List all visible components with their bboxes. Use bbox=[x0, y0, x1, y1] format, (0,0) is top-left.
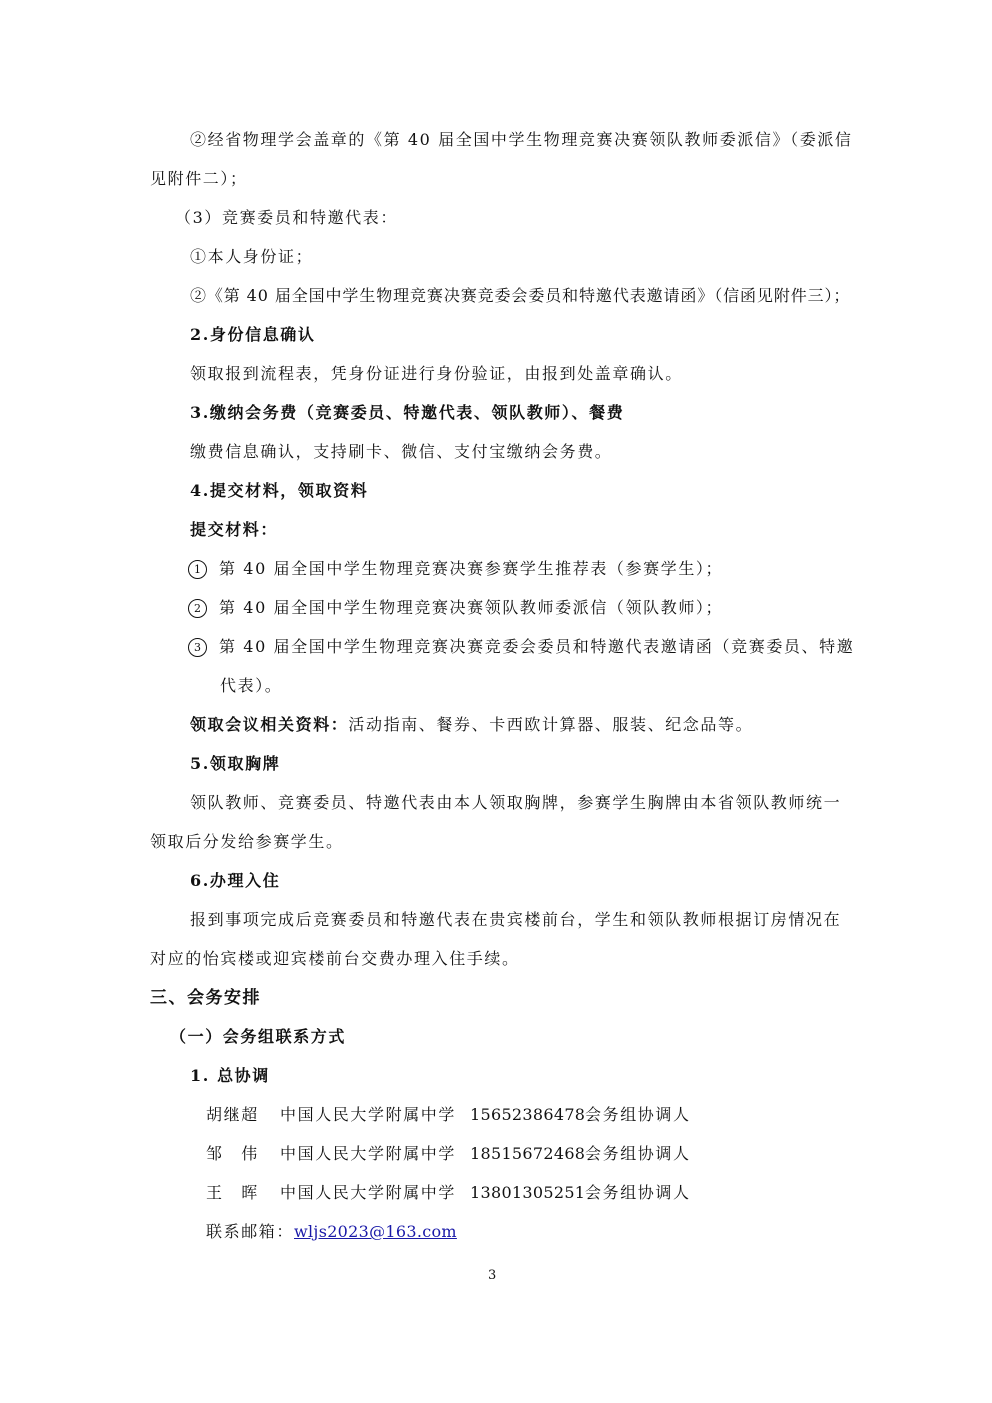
subheading: 提交材料： bbox=[190, 520, 279, 539]
email-link[interactable]: wljs2023@163.com bbox=[294, 1222, 457, 1241]
paragraph-line: （3）竞赛委员和特邀代表： bbox=[175, 208, 398, 227]
paragraph-line: 报到事项完成后竞赛委员和特邀代表在贵宾楼前台，学生和领队教师根据订房情况在 bbox=[190, 910, 842, 929]
list-item-text: 第 40 届全国中学生物理竞赛决赛竞委会委员和特邀代表邀请函（竞赛委员、特邀 bbox=[219, 637, 855, 656]
contact-phone: 15652386478 bbox=[470, 1105, 586, 1124]
list-item-text: 第 40 届全国中学生物理竞赛决赛参赛学生推荐表（参赛学生）； bbox=[219, 559, 724, 578]
paragraph-line: ②经省物理学会盖章的《第 40 届全国中学生物理竞赛决赛领队教师委派信》（委派信 bbox=[190, 130, 853, 149]
page-number: 3 bbox=[488, 1268, 497, 1283]
paragraph-line: 缴费信息确认，支持刷卡、微信、支付宝缴纳会务费。 bbox=[190, 442, 613, 461]
contact-org: 中国人民大学附属中学 bbox=[280, 1183, 457, 1202]
contact-role: 会务组协调人 bbox=[585, 1105, 691, 1124]
paragraph-line: 领取报到流程表，凭身份证进行身份验证，由报到处盖章确认。 bbox=[190, 364, 683, 383]
contact-row bbox=[206, 1144, 691, 1164]
contact-role: 会务组协调人 bbox=[585, 1183, 691, 1202]
subsection-heading: 1. 总协调 bbox=[190, 1066, 270, 1085]
contact-phone: 13801305251 bbox=[470, 1183, 586, 1202]
contact-org: 中国人民大学附属中学 bbox=[280, 1144, 457, 1163]
list-item bbox=[188, 598, 723, 618]
list-item-text: 第 40 届全国中学生物理竞赛决赛领队教师委派信（领队教师）； bbox=[219, 598, 724, 617]
contact-role: 会务组协调人 bbox=[585, 1144, 691, 1163]
materials-line bbox=[190, 715, 753, 735]
contact-phone: 18515672468 bbox=[470, 1144, 586, 1163]
circled-number-marker: 1 bbox=[188, 560, 207, 579]
list-item-continuation: 代表）。 bbox=[220, 676, 283, 695]
contact-row bbox=[206, 1105, 691, 1125]
circled-number-marker: 3 bbox=[188, 638, 207, 657]
section-heading: 3.缴纳会务费（竞赛委员、特邀代表、领队教师）、餐费 bbox=[190, 403, 625, 422]
section-heading: 6.办理入住 bbox=[190, 871, 281, 890]
paragraph-line: 领取后分发给参赛学生。 bbox=[150, 832, 344, 851]
section-heading: 5.领取胸牌 bbox=[190, 754, 281, 773]
chapter-heading: 三、会务安排 bbox=[150, 988, 261, 1008]
list-item bbox=[188, 637, 854, 657]
contact-org: 中国人民大学附属中学 bbox=[280, 1105, 457, 1124]
email-line bbox=[206, 1222, 457, 1242]
contact-row bbox=[206, 1183, 691, 1203]
contact-name: 王 晖 bbox=[206, 1183, 259, 1202]
list-item bbox=[188, 559, 723, 579]
paragraph-line: 对应的怡宾楼或迎宾楼前台交费办理入住手续。 bbox=[150, 949, 520, 968]
circled-number-marker: 2 bbox=[188, 599, 207, 618]
materials-label: 领取会议相关资料： bbox=[190, 715, 349, 734]
subsection-heading: （一）会务组联系方式 bbox=[170, 1027, 347, 1046]
section-heading: 4.提交材料，领取资料 bbox=[190, 481, 369, 500]
contact-name: 胡继超 bbox=[206, 1105, 259, 1124]
paragraph-line: ①本人身份证； bbox=[190, 247, 314, 266]
paragraph-line: ②《第 40 届全国中学生物理竞赛决赛竞委会委员和特邀代表邀请函》（信函见附件三）； bbox=[190, 286, 851, 305]
email-label: 联系邮箱： bbox=[206, 1222, 295, 1241]
paragraph-line: 见附件二）； bbox=[150, 169, 248, 188]
contact-name: 邹 伟 bbox=[206, 1144, 259, 1163]
paragraph-line: 领队教师、竞赛委员、特邀代表由本人领取胸牌，参赛学生胸牌由本省领队教师统一 bbox=[190, 793, 842, 812]
section-heading: 2.身份信息确认 bbox=[190, 325, 316, 344]
materials-text: 活动指南、餐券、卡西欧计算器、服装、纪念品等。 bbox=[348, 715, 754, 734]
